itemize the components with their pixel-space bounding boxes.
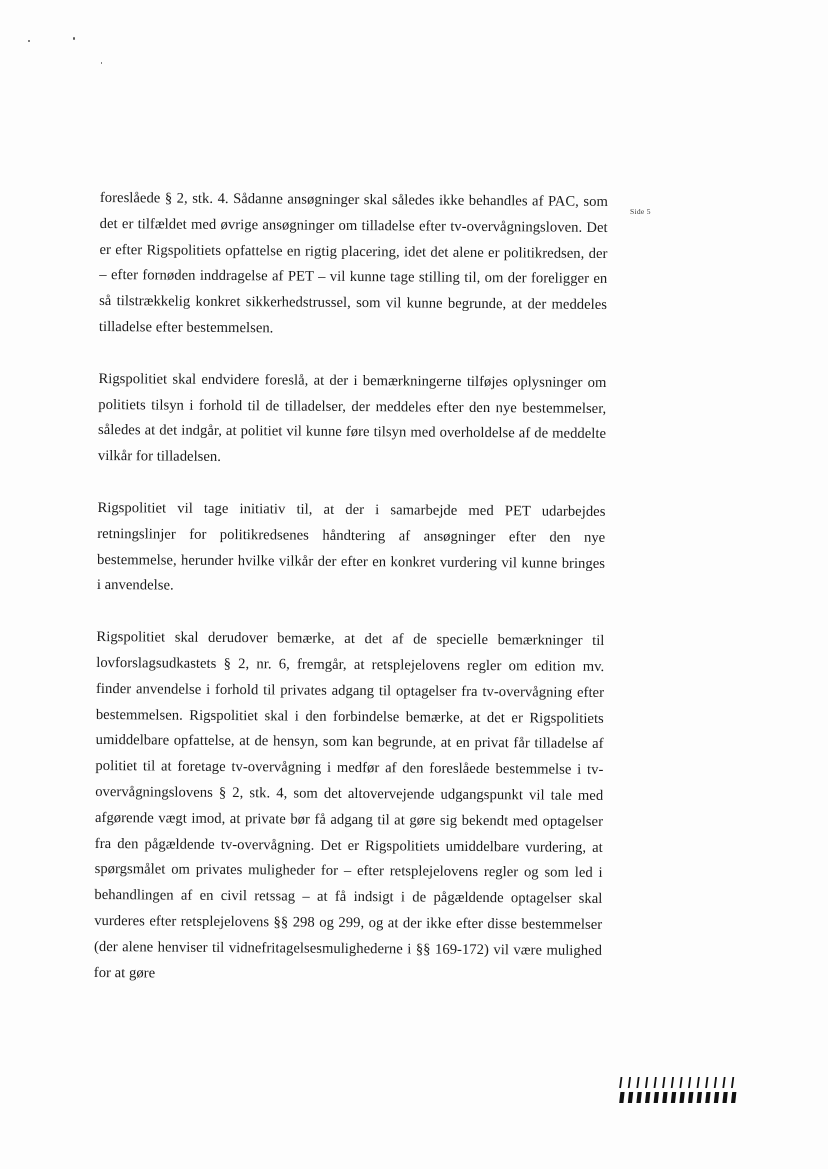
barcode-bar-bottom	[705, 1092, 710, 1103]
paragraph-1: foreslåede § 2, stk. 4. Sådanne ansøgninger skal således ikke behandles af PAC, som det er tilfældet med øvrige ansøgninger om tilladelse efter tv-overvågningsloven. Det er efter Rigspolitiets opfattelse en rigtig placering, idet det alene er politikredsen, der – efter fornøden inddragelse af PET – vil kunne tage stilling til, om der foreligger en så tilstrækkelig konkret sikkerhedstrussel, som vil kunne begrunde, at der meddeles tilladelse efter bestemmelsen.	[98, 189, 608, 337]
barcode-bar-top	[654, 1077, 657, 1088]
barcode-bar-top	[722, 1077, 725, 1088]
barcode-bar-top	[705, 1077, 708, 1088]
barcode-bar-top	[636, 1077, 639, 1088]
document-body	[94, 186, 608, 1016]
barcode-bar-bottom	[679, 1092, 684, 1103]
barcode-bar-bottom	[731, 1092, 736, 1103]
paragraph-2: Rigspolitiet skal endvidere foreslå, at der i bemærkningerne tilføjes oplysninger om politiets tilsyn i forhold til de tilladelser, der meddeles efter den nye bestemmelser, således at det indgår, at politiet vil kunne føre tilsyn med overholdelse af de meddelte vilkår for tilladelsen.	[97, 370, 607, 466]
barcode-bar-top	[628, 1077, 631, 1088]
barcode-bar-bottom	[636, 1092, 641, 1103]
barcode-bar-top	[671, 1077, 674, 1088]
barcode-bar-bottom	[645, 1092, 650, 1103]
paragraph-3: Rigspolitiet vil tage initiativ til, at der i samarbejde med PET udarbejdes retningslinjer for politikredsenes håndtering af ansøgninger efter den nye bestemmelse, herunder hvilke vilkår der efter en konkret vurdering vil kunne bringes i anvendelse.	[96, 499, 606, 594]
barcode-bar-bottom	[714, 1092, 719, 1103]
barcode-mark	[617, 1075, 743, 1105]
scan-speck	[28, 40, 30, 42]
barcode-bar-top	[662, 1077, 665, 1088]
scan-speck	[73, 37, 75, 40]
barcode-bar-bottom	[662, 1092, 667, 1103]
barcode-bar-bottom	[671, 1092, 676, 1103]
barcode-bar-top	[731, 1077, 734, 1088]
barcode-bar-top	[688, 1077, 691, 1088]
barcode-bar-bottom	[722, 1092, 727, 1103]
barcode-bar-top	[619, 1077, 622, 1088]
page-side-label: Side 5	[630, 207, 651, 216]
paragraph-4: Rigspolitiet skal derudover bemærke, at det af de specielle bemærkninger til lovforslagsudkastets § 2, nr. 6, fremgår, at retsplejelovens regler om edition mv. finder anvendelse i forhold til privates adgang til optagelser fra tv-overvågning efter bestemmelsen. Rigspolitiet skal i den forbindelse bemærke, at det er Rigspolitiets umiddelbare opfattelse, at de hensyn, som kan begrunde, at en privat får tilladelse af politiet til at foretage tv-overvågning i medfør af den foreslåede bestemmelse i tv-overvågningslovens § 2, stk. 4, som det altovervejende udgangspunkt vil tale med afgørende vægt imod, at private bør få adgang til at gøre sig bekendt med optagelser fra den pågældende tv-overvågning. Det er Rigspolitiets umiddelbare vurdering, at spørgsmålet om privates muligheder for – efter retsplejelovens regler og som led i behandlingen af en civil retssag – at få indsigt i de pågældende optagelser skal vurderes efter retsplejelovens §§ 298 og 299, og at der ikke efter disse bestemmelser (der alene henviser til vidnefritagelsesmulighederne i §§ 169-172) vil være mulighed for at gøre	[93, 629, 605, 981]
barcode-bar-top	[679, 1077, 682, 1088]
barcode-bar-bottom	[654, 1092, 659, 1103]
barcode-bar-top	[697, 1077, 700, 1088]
scan-speck	[101, 62, 102, 64]
barcode-bar-bottom	[688, 1092, 693, 1103]
barcode-bar-bottom	[628, 1092, 633, 1103]
barcode-bar-bottom	[619, 1092, 624, 1103]
barcode-bar-top	[645, 1077, 648, 1088]
barcode-bar-top	[714, 1077, 717, 1088]
barcode-bar-bottom	[697, 1092, 702, 1103]
